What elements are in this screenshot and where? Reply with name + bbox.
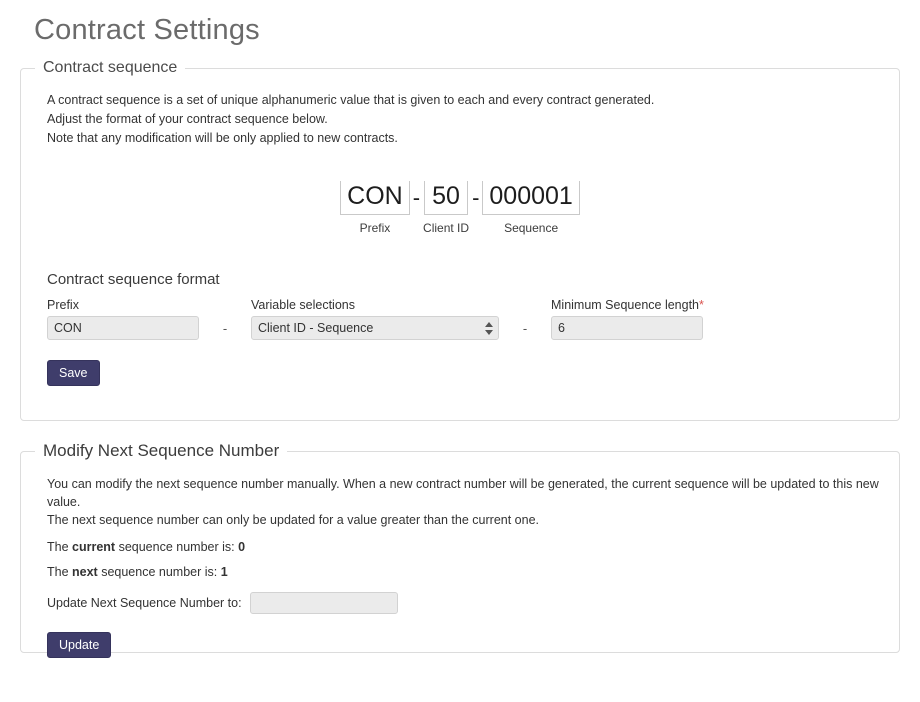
preview-prefix-value: CON bbox=[340, 181, 410, 215]
contract-sequence-intro bbox=[47, 91, 885, 147]
page-title: Contract Settings bbox=[34, 14, 260, 46]
update-next-sequence-label: Update Next Sequence Number to: bbox=[47, 596, 242, 610]
prefix-field bbox=[47, 298, 199, 340]
preview-separator-2: - bbox=[472, 185, 480, 210]
update-next-sequence-input[interactable] bbox=[250, 592, 398, 614]
modify-description bbox=[47, 475, 885, 529]
update-button[interactable]: Update bbox=[47, 632, 111, 658]
preview-separator-1: - bbox=[412, 185, 421, 210]
next-sequence-value: 1 bbox=[220, 565, 228, 579]
format-separator-1: - bbox=[222, 321, 228, 336]
current-line-prefix: The bbox=[47, 540, 73, 554]
preview-client-id-value: 50 bbox=[424, 181, 468, 215]
prefix-input[interactable] bbox=[47, 316, 199, 340]
modify-next-sequence-legend: Modify Next Sequence Number bbox=[43, 441, 280, 460]
next-line-prefix: The bbox=[47, 565, 73, 579]
minimum-sequence-length-label-text: Minimum Sequence length bbox=[551, 298, 699, 312]
update-next-sequence-row bbox=[47, 592, 885, 614]
modify-description-line-1: You can modify the next sequence number manually. When a new contract number will be generated, the current sequence will be updated to this new value. bbox=[47, 477, 879, 509]
modify-next-sequence-section bbox=[20, 441, 900, 653]
next-line-strong: next bbox=[72, 565, 98, 579]
contract-sequence-format-heading: Contract sequence format bbox=[47, 271, 220, 288]
current-line-suffix: sequence number is: bbox=[115, 540, 239, 554]
current-sequence-value: 0 bbox=[238, 540, 246, 554]
variable-selections-label: Variable selections bbox=[251, 298, 355, 312]
intro-line-1: A contract sequence is a set of unique alphanumeric value that is given to each and every contract generated. bbox=[47, 93, 655, 107]
preview-prefix-label: Prefix bbox=[359, 221, 391, 235]
modify-description-line-2: The next sequence number can only be updated for a value greater than the current one. bbox=[47, 513, 539, 527]
next-sequence-line bbox=[47, 565, 885, 579]
intro-line-3: Note that any modification will be only applied to new contracts. bbox=[47, 131, 398, 145]
sequence-preview-inner bbox=[340, 181, 580, 235]
contract-sequence-format-row bbox=[47, 298, 885, 340]
current-sequence-line bbox=[47, 540, 885, 554]
preview-sequence-value: 000001 bbox=[482, 181, 579, 215]
current-line-strong: current bbox=[72, 540, 116, 554]
preview-prefix bbox=[340, 181, 410, 235]
contract-sequence-section bbox=[20, 59, 900, 421]
contract-settings-page bbox=[0, 14, 920, 702]
variable-selections-select[interactable] bbox=[251, 316, 499, 340]
preview-client-id bbox=[423, 181, 469, 235]
next-line-suffix: sequence number is: bbox=[97, 565, 221, 579]
preview-sequence bbox=[482, 181, 579, 235]
preview-client-id-label: Client ID bbox=[423, 221, 470, 235]
contract-sequence-legend: Contract sequence bbox=[43, 59, 178, 76]
minimum-sequence-length-label bbox=[551, 298, 704, 312]
minimum-sequence-length-input[interactable] bbox=[551, 316, 703, 340]
prefix-field-label: Prefix bbox=[47, 298, 79, 312]
preview-sequence-label: Sequence bbox=[504, 221, 559, 235]
format-separator-2: - bbox=[522, 321, 528, 336]
sequence-preview bbox=[35, 181, 885, 235]
save-button[interactable]: Save bbox=[47, 360, 100, 386]
intro-line-2: Adjust the format of your contract sequence below. bbox=[47, 112, 328, 126]
variable-selections-wrap bbox=[251, 316, 499, 340]
minimum-sequence-length-field bbox=[551, 298, 704, 340]
required-marker: * bbox=[699, 298, 704, 312]
variable-selections-field bbox=[251, 298, 499, 340]
